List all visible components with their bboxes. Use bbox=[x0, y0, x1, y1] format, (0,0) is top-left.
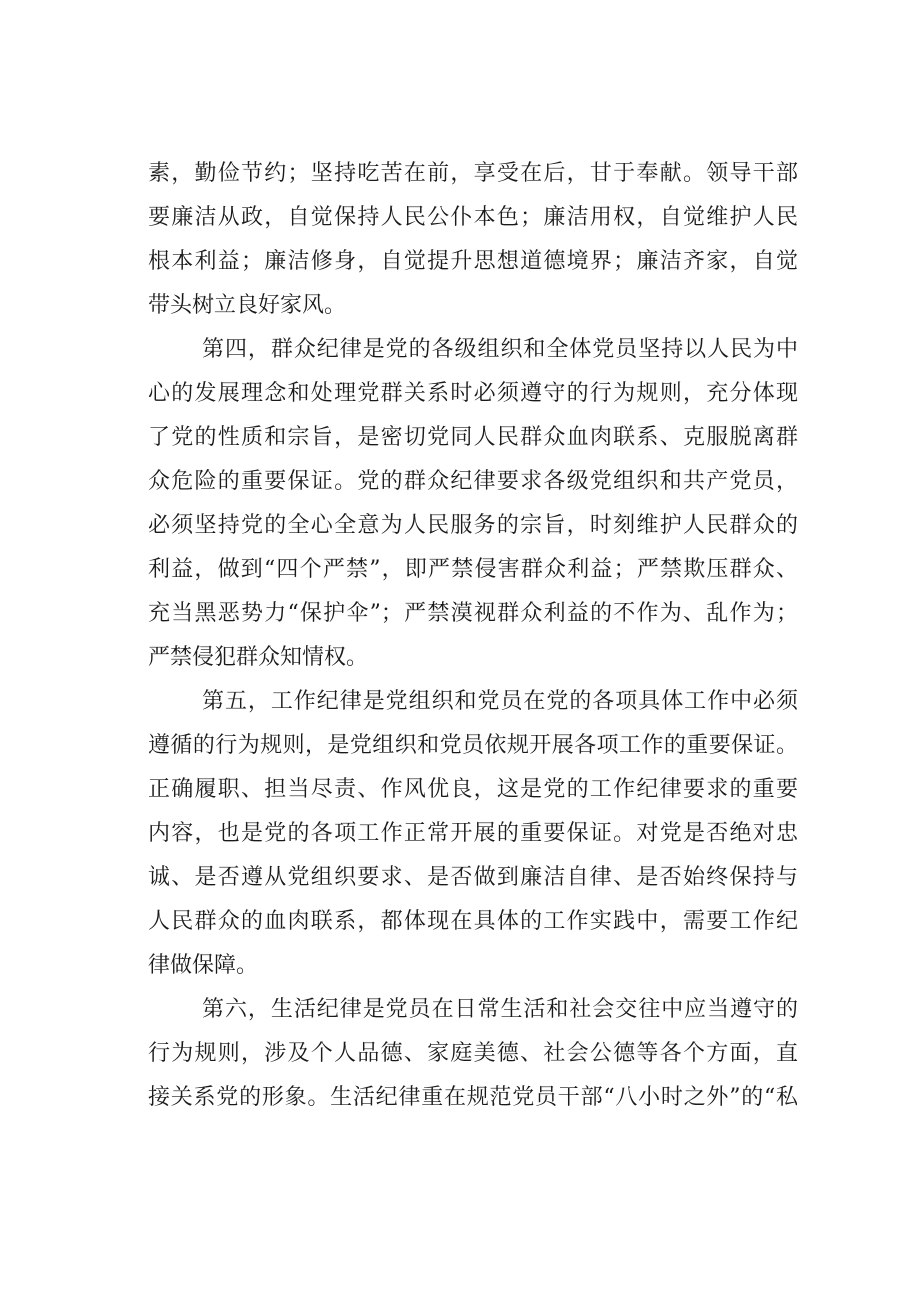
text-line: 素，勤俭节约；坚持吃苦在前，享受在后，甘于奉献。领导干部 bbox=[148, 161, 798, 186]
text-line: 要廉洁从政，自觉保持人民公仆本色；廉洁用权，自觉维护人民 bbox=[148, 205, 798, 230]
text-line: 诚、是否遵从党组织要求、是否做到廉洁自律、是否始终保持与 bbox=[148, 865, 798, 890]
paragraph-first-line: 第五，工作纪律是党组织和党员在党的各项具体工作中必须 bbox=[202, 689, 798, 714]
text-line: 充当黑恶势力“保护伞”；严禁漠视群众利益的不作为、乱作为； bbox=[148, 601, 798, 626]
paragraph-first-line: 第四，群众纪律是党的各级组织和全体党员坚持以人民为中 bbox=[202, 337, 798, 362]
text-line: 内容，也是党的各项工作正常开展的重要保证。对党是否绝对忠 bbox=[148, 821, 798, 846]
text-line: 律做保障。 bbox=[148, 953, 259, 978]
text-line: 遵循的行为规则，是党组织和党员依规开展各项工作的重要保证。 bbox=[148, 733, 798, 758]
text-line: 了党的性质和宗旨，是密切党同人民群众血肉联系、克服脱离群 bbox=[148, 425, 798, 450]
paragraph-first-line: 第六，生活纪律是党员在日常生活和社会交往中应当遵守的 bbox=[202, 997, 798, 1022]
text-line: 正确履职、担当尽责、作风优良，这是党的工作纪律要求的重要 bbox=[148, 777, 798, 802]
text-line: 接关系党的形象。生活纪律重在规范党员干部“八小时之外”的“私 bbox=[148, 1085, 798, 1110]
text-line: 带头树立良好家风。 bbox=[148, 293, 347, 318]
text-line: 人民群众的血肉联系，都体现在具体的工作实践中，需要工作纪 bbox=[148, 909, 798, 934]
text-line: 心的发展理念和处理党群关系时必须遵守的行为规则，充分体现 bbox=[148, 381, 798, 406]
text-line: 利益，做到“四个严禁”，即严禁侵害群众利益；严禁欺压群众、 bbox=[148, 557, 798, 582]
text-line: 必须坚持党的全心全意为人民服务的宗旨，时刻维护人民群众的 bbox=[148, 513, 798, 538]
text-line: 众危险的重要保证。党的群众纪律要求各级党组织和共产党员， bbox=[148, 469, 798, 494]
text-line: 严禁侵犯群众知情权。 bbox=[148, 645, 369, 670]
text-line: 行为规则，涉及个人品德、家庭美德、社会公德等各个方面，直 bbox=[148, 1041, 798, 1066]
text-line: 根本利益；廉洁修身，自觉提升思想道德境界；廉洁齐家，自觉 bbox=[148, 249, 798, 274]
